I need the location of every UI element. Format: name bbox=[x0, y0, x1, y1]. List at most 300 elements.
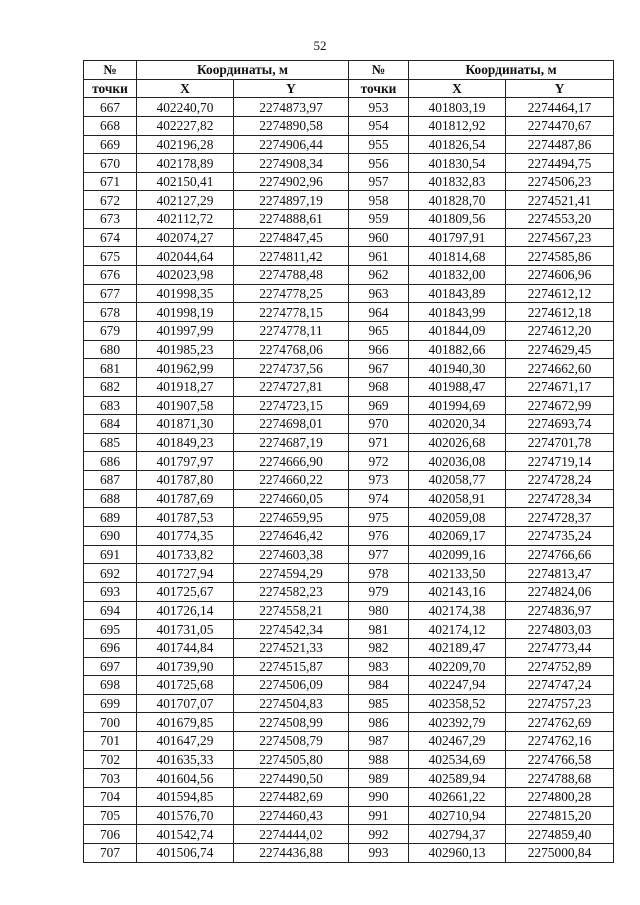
table-row bbox=[84, 843, 614, 862]
point-number-cell: 697 bbox=[84, 657, 137, 676]
point-number-cell: 961 bbox=[349, 247, 409, 266]
table-row bbox=[84, 433, 614, 452]
y-cell: 2274660,05 bbox=[234, 489, 349, 508]
point-number-cell: 671 bbox=[84, 172, 137, 191]
y-cell: 2274629,45 bbox=[506, 340, 614, 359]
table-row bbox=[84, 489, 614, 508]
y-cell: 2274515,87 bbox=[234, 657, 349, 676]
y-cell: 2274504,83 bbox=[234, 694, 349, 713]
point-number-cell: 959 bbox=[349, 210, 409, 229]
point-number-cell: 694 bbox=[84, 601, 137, 620]
table-row bbox=[84, 377, 614, 396]
y-cell: 2274698,01 bbox=[234, 415, 349, 434]
y-cell: 2274778,25 bbox=[234, 284, 349, 303]
x-cell: 402209,70 bbox=[409, 657, 506, 676]
y-cell: 2274585,86 bbox=[506, 247, 614, 266]
point-number-cell: 976 bbox=[349, 527, 409, 546]
x-cell: 401998,19 bbox=[137, 303, 234, 322]
point-number-cell: 975 bbox=[349, 508, 409, 527]
point-number-cell: 970 bbox=[349, 415, 409, 434]
y-cell: 2274687,19 bbox=[234, 433, 349, 452]
y-cell: 2274859,40 bbox=[506, 825, 614, 844]
table-row bbox=[84, 732, 614, 751]
y-cell: 2274719,14 bbox=[506, 452, 614, 471]
x-cell: 401871,30 bbox=[137, 415, 234, 434]
y-cell: 2274660,22 bbox=[234, 471, 349, 490]
y-cell: 2274773,44 bbox=[506, 638, 614, 657]
point-number-cell: 955 bbox=[349, 135, 409, 154]
table-row bbox=[84, 713, 614, 732]
y-cell: 2274803,03 bbox=[506, 620, 614, 639]
x-cell: 402026,68 bbox=[409, 433, 506, 452]
y-cell: 2274766,66 bbox=[506, 545, 614, 564]
x-cell: 402710,94 bbox=[409, 806, 506, 825]
x-cell: 402174,38 bbox=[409, 601, 506, 620]
y-cell: 2274662,60 bbox=[506, 359, 614, 378]
point-number-cell: 686 bbox=[84, 452, 137, 471]
x-cell: 401707,07 bbox=[137, 694, 234, 713]
point-number-cell: 706 bbox=[84, 825, 137, 844]
number-sign: № bbox=[371, 61, 386, 77]
x-cell: 402127,29 bbox=[137, 191, 234, 210]
point-number-cell: 679 bbox=[84, 321, 137, 340]
y-cell: 2274757,23 bbox=[506, 694, 614, 713]
point-number-cell: 698 bbox=[84, 676, 137, 695]
y-cell: 2274888,61 bbox=[234, 210, 349, 229]
table-header bbox=[84, 61, 614, 98]
point-label-header: точки bbox=[84, 79, 137, 98]
y-cell: 2274897,19 bbox=[234, 191, 349, 210]
x-header: X bbox=[409, 79, 506, 98]
y-cell: 2274436,88 bbox=[234, 843, 349, 862]
y-cell: 2274444,02 bbox=[234, 825, 349, 844]
x-cell: 401803,19 bbox=[409, 98, 506, 117]
table-row bbox=[84, 825, 614, 844]
x-cell: 402044,64 bbox=[137, 247, 234, 266]
y-cell: 2274542,34 bbox=[234, 620, 349, 639]
point-number-cell: 681 bbox=[84, 359, 137, 378]
y-cell: 2274735,24 bbox=[506, 527, 614, 546]
point-number-header bbox=[349, 61, 409, 80]
table-row bbox=[84, 247, 614, 266]
table-row bbox=[84, 471, 614, 490]
y-cell: 2274582,23 bbox=[234, 582, 349, 601]
point-number-cell: 673 bbox=[84, 210, 137, 229]
y-cell: 2274671,17 bbox=[506, 377, 614, 396]
point-number-cell: 989 bbox=[349, 769, 409, 788]
x-cell: 401739,90 bbox=[137, 657, 234, 676]
y-cell: 2274778,11 bbox=[234, 321, 349, 340]
point-number-cell: 960 bbox=[349, 228, 409, 247]
x-cell: 402059,08 bbox=[409, 508, 506, 527]
y-header: Y bbox=[506, 79, 614, 98]
table-row bbox=[84, 620, 614, 639]
y-cell: 2274824,06 bbox=[506, 582, 614, 601]
point-number-cell: 687 bbox=[84, 471, 137, 490]
x-cell: 402150,41 bbox=[137, 172, 234, 191]
table-row bbox=[84, 769, 614, 788]
point-number-cell: 707 bbox=[84, 843, 137, 862]
point-number-cell: 973 bbox=[349, 471, 409, 490]
point-number-cell: 696 bbox=[84, 638, 137, 657]
table-row bbox=[84, 116, 614, 135]
point-number-cell: 956 bbox=[349, 154, 409, 173]
y-cell: 2274766,58 bbox=[506, 750, 614, 769]
table-row bbox=[84, 191, 614, 210]
x-cell: 401576,70 bbox=[137, 806, 234, 825]
y-cell: 2274460,43 bbox=[234, 806, 349, 825]
x-cell: 401787,80 bbox=[137, 471, 234, 490]
point-number-cell: 993 bbox=[349, 843, 409, 862]
point-number-cell: 972 bbox=[349, 452, 409, 471]
y-cell: 2274612,12 bbox=[506, 284, 614, 303]
x-cell: 401828,70 bbox=[409, 191, 506, 210]
table-row bbox=[84, 750, 614, 769]
point-number-cell: 703 bbox=[84, 769, 137, 788]
y-cell: 2274788,68 bbox=[506, 769, 614, 788]
x-cell: 402661,22 bbox=[409, 787, 506, 806]
table-row bbox=[84, 582, 614, 601]
x-cell: 401849,23 bbox=[137, 433, 234, 452]
table-row bbox=[84, 564, 614, 583]
y-cell: 2274873,97 bbox=[234, 98, 349, 117]
x-cell: 401940,30 bbox=[409, 359, 506, 378]
y-cell: 2274521,41 bbox=[506, 191, 614, 210]
point-number-cell: 988 bbox=[349, 750, 409, 769]
table-row bbox=[84, 359, 614, 378]
y-cell: 2274672,99 bbox=[506, 396, 614, 415]
point-number-cell: 670 bbox=[84, 154, 137, 173]
y-cell: 2274728,37 bbox=[506, 508, 614, 527]
x-cell: 401832,83 bbox=[409, 172, 506, 191]
x-cell: 401832,00 bbox=[409, 266, 506, 285]
table-row bbox=[84, 601, 614, 620]
x-cell: 401726,14 bbox=[137, 601, 234, 620]
y-cell: 2274906,44 bbox=[234, 135, 349, 154]
point-number-cell: 689 bbox=[84, 508, 137, 527]
x-cell: 402589,94 bbox=[409, 769, 506, 788]
x-cell: 402178,89 bbox=[137, 154, 234, 173]
x-cell: 401725,68 bbox=[137, 676, 234, 695]
x-cell: 402189,47 bbox=[409, 638, 506, 657]
x-cell: 401830,54 bbox=[409, 154, 506, 173]
x-cell: 401787,53 bbox=[137, 508, 234, 527]
y-cell: 2274811,42 bbox=[234, 247, 349, 266]
x-cell: 401797,97 bbox=[137, 452, 234, 471]
point-number-cell: 668 bbox=[84, 116, 137, 135]
x-cell: 401988,47 bbox=[409, 377, 506, 396]
point-number-cell: 700 bbox=[84, 713, 137, 732]
x-cell: 402196,28 bbox=[137, 135, 234, 154]
point-number-cell: 669 bbox=[84, 135, 137, 154]
x-cell: 401918,27 bbox=[137, 377, 234, 396]
table-row bbox=[84, 321, 614, 340]
point-number-cell: 987 bbox=[349, 732, 409, 751]
table-row bbox=[84, 527, 614, 546]
x-cell: 401744,84 bbox=[137, 638, 234, 657]
x-cell: 401731,05 bbox=[137, 620, 234, 639]
x-cell: 401844,09 bbox=[409, 321, 506, 340]
x-cell: 402174,12 bbox=[409, 620, 506, 639]
table-row bbox=[84, 806, 614, 825]
y-cell: 2274762,69 bbox=[506, 713, 614, 732]
x-cell: 402794,37 bbox=[409, 825, 506, 844]
x-cell: 402227,82 bbox=[137, 116, 234, 135]
table-row bbox=[84, 340, 614, 359]
y-cell: 2274752,89 bbox=[506, 657, 614, 676]
table-row bbox=[84, 452, 614, 471]
page-number: 52 bbox=[313, 38, 327, 53]
x-cell: 402074,27 bbox=[137, 228, 234, 247]
x-cell: 401826,54 bbox=[409, 135, 506, 154]
y-cell: 2274470,67 bbox=[506, 116, 614, 135]
table-row bbox=[84, 266, 614, 285]
y-cell: 2274666,90 bbox=[234, 452, 349, 471]
point-number-cell: 978 bbox=[349, 564, 409, 583]
x-cell: 402534,69 bbox=[409, 750, 506, 769]
y-cell: 2274778,15 bbox=[234, 303, 349, 322]
point-number-cell: 691 bbox=[84, 545, 137, 564]
point-number-cell: 963 bbox=[349, 284, 409, 303]
y-cell: 2274890,58 bbox=[234, 116, 349, 135]
x-header: X bbox=[137, 79, 234, 98]
point-number-cell: 695 bbox=[84, 620, 137, 639]
y-cell: 2274747,24 bbox=[506, 676, 614, 695]
table-row bbox=[84, 303, 614, 322]
y-cell: 2274508,99 bbox=[234, 713, 349, 732]
point-number-cell: 985 bbox=[349, 694, 409, 713]
point-number-cell: 991 bbox=[349, 806, 409, 825]
point-number-cell: 958 bbox=[349, 191, 409, 210]
y-cell: 2274836,97 bbox=[506, 601, 614, 620]
point-number-cell: 682 bbox=[84, 377, 137, 396]
x-cell: 401843,89 bbox=[409, 284, 506, 303]
x-cell: 402069,17 bbox=[409, 527, 506, 546]
table-row bbox=[84, 545, 614, 564]
y-cell: 2274487,86 bbox=[506, 135, 614, 154]
point-number-cell: 971 bbox=[349, 433, 409, 452]
number-sign: № bbox=[103, 61, 117, 77]
y-cell: 2274902,96 bbox=[234, 172, 349, 191]
table-row bbox=[84, 676, 614, 695]
y-cell: 2274762,16 bbox=[506, 732, 614, 751]
point-number-cell: 680 bbox=[84, 340, 137, 359]
y-cell: 2275000,84 bbox=[506, 843, 614, 862]
x-cell: 401647,29 bbox=[137, 732, 234, 751]
point-number-cell: 969 bbox=[349, 396, 409, 415]
x-cell: 402247,94 bbox=[409, 676, 506, 695]
x-cell: 401679,85 bbox=[137, 713, 234, 732]
point-number-cell: 678 bbox=[84, 303, 137, 322]
point-number-cell: 676 bbox=[84, 266, 137, 285]
y-cell: 2274521,33 bbox=[234, 638, 349, 657]
table-row bbox=[84, 135, 614, 154]
point-number-cell: 962 bbox=[349, 266, 409, 285]
x-cell: 401594,85 bbox=[137, 787, 234, 806]
x-cell: 401727,94 bbox=[137, 564, 234, 583]
y-cell: 2274567,23 bbox=[506, 228, 614, 247]
point-number-cell: 672 bbox=[84, 191, 137, 210]
y-cell: 2274701,78 bbox=[506, 433, 614, 452]
y-cell: 2274727,81 bbox=[234, 377, 349, 396]
y-cell: 2274768,06 bbox=[234, 340, 349, 359]
table-row bbox=[84, 694, 614, 713]
point-number-cell: 979 bbox=[349, 582, 409, 601]
coordinates-header: Координаты, м bbox=[409, 61, 614, 80]
x-cell: 401962,99 bbox=[137, 359, 234, 378]
x-cell: 401907,58 bbox=[137, 396, 234, 415]
table-row bbox=[84, 284, 614, 303]
y-cell: 2274815,20 bbox=[506, 806, 614, 825]
table-row bbox=[84, 638, 614, 657]
y-cell: 2274612,18 bbox=[506, 303, 614, 322]
x-cell: 401787,69 bbox=[137, 489, 234, 508]
y-cell: 2274723,15 bbox=[234, 396, 349, 415]
y-cell: 2274788,48 bbox=[234, 266, 349, 285]
table-row bbox=[84, 210, 614, 229]
x-cell: 402467,29 bbox=[409, 732, 506, 751]
point-number-cell: 675 bbox=[84, 247, 137, 266]
table-row bbox=[84, 396, 614, 415]
point-number-cell: 966 bbox=[349, 340, 409, 359]
x-cell: 401809,56 bbox=[409, 210, 506, 229]
y-cell: 2274813,47 bbox=[506, 564, 614, 583]
point-number-cell: 683 bbox=[84, 396, 137, 415]
x-cell: 401604,56 bbox=[137, 769, 234, 788]
point-label-header: точки bbox=[349, 79, 409, 98]
point-number-cell: 699 bbox=[84, 694, 137, 713]
y-cell: 2274553,20 bbox=[506, 210, 614, 229]
y-cell: 2274506,09 bbox=[234, 676, 349, 695]
y-cell: 2274494,75 bbox=[506, 154, 614, 173]
y-cell: 2274603,38 bbox=[234, 545, 349, 564]
point-number-cell: 692 bbox=[84, 564, 137, 583]
point-number-cell: 968 bbox=[349, 377, 409, 396]
y-cell: 2274847,45 bbox=[234, 228, 349, 247]
point-number-cell: 981 bbox=[349, 620, 409, 639]
point-number-cell: 980 bbox=[349, 601, 409, 620]
x-cell: 401812,92 bbox=[409, 116, 506, 135]
point-number-cell: 677 bbox=[84, 284, 137, 303]
table-row bbox=[84, 415, 614, 434]
y-cell: 2274594,29 bbox=[234, 564, 349, 583]
y-cell: 2274505,80 bbox=[234, 750, 349, 769]
point-number-cell: 974 bbox=[349, 489, 409, 508]
y-cell: 2274659,95 bbox=[234, 508, 349, 527]
y-cell: 2274464,17 bbox=[506, 98, 614, 117]
x-cell: 401994,69 bbox=[409, 396, 506, 415]
y-cell: 2274482,69 bbox=[234, 787, 349, 806]
point-number-cell: 957 bbox=[349, 172, 409, 191]
x-cell: 402392,79 bbox=[409, 713, 506, 732]
x-cell: 401997,99 bbox=[137, 321, 234, 340]
x-cell: 401635,33 bbox=[137, 750, 234, 769]
x-cell: 401506,74 bbox=[137, 843, 234, 862]
x-cell: 401725,67 bbox=[137, 582, 234, 601]
table-row bbox=[84, 172, 614, 191]
point-number-cell: 704 bbox=[84, 787, 137, 806]
y-cell: 2274506,23 bbox=[506, 172, 614, 191]
table-row bbox=[84, 657, 614, 676]
coordinates-header: Координаты, м bbox=[137, 61, 349, 80]
x-cell: 401998,35 bbox=[137, 284, 234, 303]
point-number-header bbox=[84, 61, 137, 80]
y-cell: 2274693,74 bbox=[506, 415, 614, 434]
y-cell: 2274908,34 bbox=[234, 154, 349, 173]
point-number-cell: 684 bbox=[84, 415, 137, 434]
x-cell: 402036,08 bbox=[409, 452, 506, 471]
y-cell: 2274728,24 bbox=[506, 471, 614, 490]
y-cell: 2274800,28 bbox=[506, 787, 614, 806]
y-cell: 2274728,34 bbox=[506, 489, 614, 508]
x-cell: 402099,16 bbox=[409, 545, 506, 564]
point-number-cell: 693 bbox=[84, 582, 137, 601]
point-number-cell: 690 bbox=[84, 527, 137, 546]
point-number-cell: 977 bbox=[349, 545, 409, 564]
coordinates-table bbox=[83, 60, 614, 863]
point-number-cell: 701 bbox=[84, 732, 137, 751]
point-number-cell: 984 bbox=[349, 676, 409, 695]
table-row bbox=[84, 98, 614, 117]
x-cell: 402112,72 bbox=[137, 210, 234, 229]
table-body bbox=[84, 98, 614, 862]
x-cell: 402058,91 bbox=[409, 489, 506, 508]
table-row bbox=[84, 508, 614, 527]
y-cell: 2274646,42 bbox=[234, 527, 349, 546]
point-number-cell: 965 bbox=[349, 321, 409, 340]
y-cell: 2274606,96 bbox=[506, 266, 614, 285]
x-cell: 402143,16 bbox=[409, 582, 506, 601]
x-cell: 402960,13 bbox=[409, 843, 506, 862]
point-number-cell: 954 bbox=[349, 116, 409, 135]
point-number-cell: 992 bbox=[349, 825, 409, 844]
y-cell: 2274558,21 bbox=[234, 601, 349, 620]
x-cell: 401733,82 bbox=[137, 545, 234, 564]
table-row bbox=[84, 228, 614, 247]
y-cell: 2274508,79 bbox=[234, 732, 349, 751]
point-number-cell: 667 bbox=[84, 98, 137, 117]
point-number-cell: 702 bbox=[84, 750, 137, 769]
table-row bbox=[84, 787, 614, 806]
point-number-cell: 688 bbox=[84, 489, 137, 508]
table-row bbox=[84, 154, 614, 173]
point-number-cell: 705 bbox=[84, 806, 137, 825]
x-cell: 401843,99 bbox=[409, 303, 506, 322]
x-cell: 401797,91 bbox=[409, 228, 506, 247]
y-cell: 2274737,56 bbox=[234, 359, 349, 378]
y-cell: 2274612,20 bbox=[506, 321, 614, 340]
x-cell: 402240,70 bbox=[137, 98, 234, 117]
x-cell: 401985,23 bbox=[137, 340, 234, 359]
point-number-cell: 953 bbox=[349, 98, 409, 117]
point-number-cell: 986 bbox=[349, 713, 409, 732]
x-cell: 402020,34 bbox=[409, 415, 506, 434]
x-cell: 402358,52 bbox=[409, 694, 506, 713]
x-cell: 401542,74 bbox=[137, 825, 234, 844]
x-cell: 401882,66 bbox=[409, 340, 506, 359]
point-number-cell: 685 bbox=[84, 433, 137, 452]
point-number-cell: 990 bbox=[349, 787, 409, 806]
point-number-cell: 674 bbox=[84, 228, 137, 247]
point-number-cell: 967 bbox=[349, 359, 409, 378]
point-number-cell: 983 bbox=[349, 657, 409, 676]
x-cell: 401774,35 bbox=[137, 527, 234, 546]
x-cell: 402058,77 bbox=[409, 471, 506, 490]
point-number-cell: 964 bbox=[349, 303, 409, 322]
point-number-cell: 982 bbox=[349, 638, 409, 657]
x-cell: 401814,68 bbox=[409, 247, 506, 266]
x-cell: 402133,50 bbox=[409, 564, 506, 583]
